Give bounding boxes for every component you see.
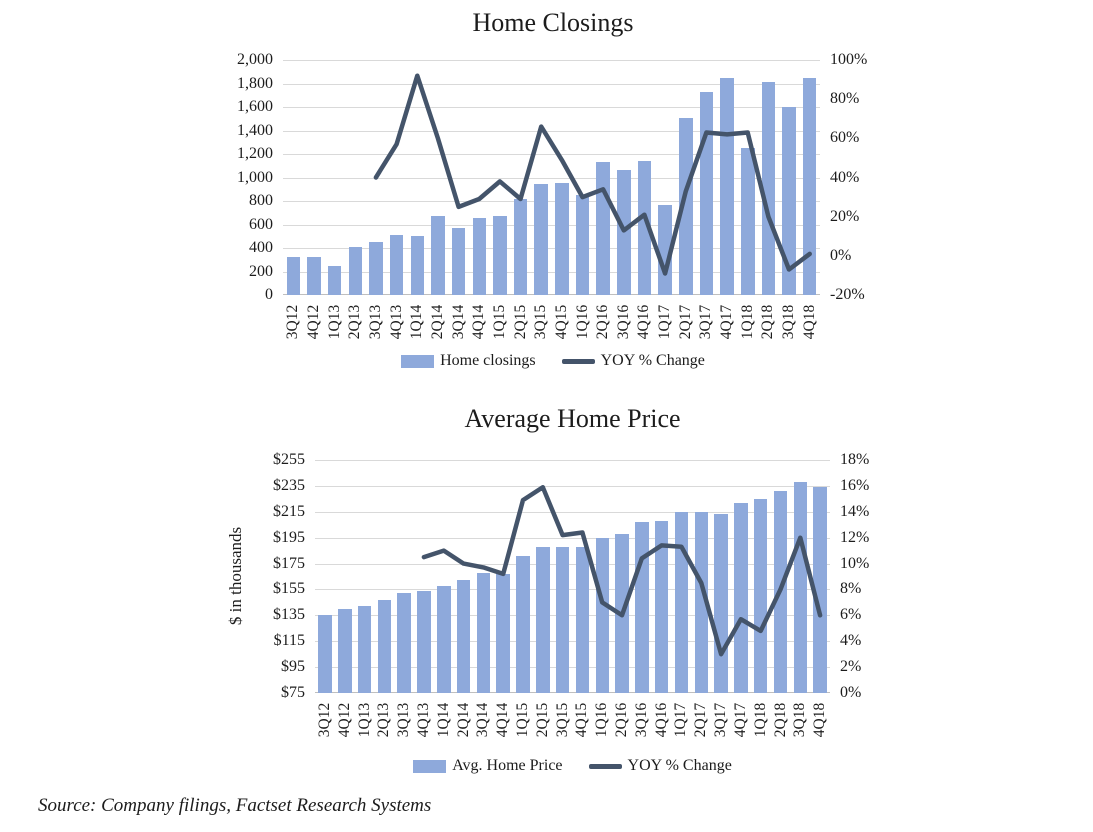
x-axis-tick: 3Q18: [780, 304, 797, 340]
left-axis-tick: 400: [249, 239, 273, 256]
left-axis-tick: $75: [281, 684, 305, 701]
x-axis-tick: 2Q16: [594, 304, 612, 340]
x-axis-tick: 2Q13: [375, 702, 393, 738]
x-axis-tick: 4Q13: [387, 304, 405, 340]
x-axis-tick: 4Q15: [573, 702, 591, 738]
left-axis-tick: 2,000: [237, 51, 273, 68]
x-axis-tick: 3Q17: [697, 304, 715, 340]
right-axis-tick: 60%: [830, 129, 860, 146]
legend-label: Avg. Home Price: [452, 757, 563, 774]
chart-title: Home Closings: [472, 8, 634, 37]
right-axis-tick: 4%: [840, 632, 862, 649]
left-axis-tick: 600: [249, 216, 273, 233]
x-axis-tick: 4Q14: [470, 304, 488, 340]
right-axis-tick: -20%: [830, 286, 865, 303]
x-axis-tick: 1Q18: [751, 702, 769, 738]
x-axis-tick: 1Q13: [325, 304, 343, 340]
x-axis-tick: 3Q16: [614, 304, 632, 340]
x-axis-tick: 1Q17: [672, 702, 690, 738]
x-axis-tick: 4Q18: [811, 702, 829, 738]
x-axis-tick: 4Q12: [335, 702, 353, 738]
legend-item-yoy-change: [589, 757, 732, 775]
right-axis-tick: 0%: [840, 684, 862, 701]
x-axis-tick: 4Q13: [414, 702, 432, 738]
left-axis-tick: 0: [265, 286, 273, 303]
right-axis-tick: 2%: [840, 658, 862, 675]
x-axis-tick: 4Q17: [718, 304, 736, 340]
x-axis-tick: 3Q17: [712, 702, 730, 738]
right-axis-tick: 14%: [840, 503, 870, 520]
x-axis-tick: 4Q15: [552, 304, 570, 340]
left-axis-tick: $155: [273, 580, 305, 597]
x-axis-tick: 2Q13: [346, 304, 364, 340]
x-axis-tick: 3Q16: [632, 702, 650, 738]
x-axis-tick: 3Q13: [395, 702, 413, 738]
chart-title: Average Home Price: [464, 404, 681, 433]
right-axis-tick: 8%: [840, 580, 862, 597]
legend-label: Home closings: [440, 352, 536, 369]
x-axis-tick: 3Q14: [474, 702, 492, 738]
x-axis-tick: 3Q12: [315, 702, 333, 738]
x-axis-tick: 1Q15: [514, 702, 531, 738]
x-axis-tick: 1Q15: [490, 304, 508, 340]
x-axis-tick: 2Q17: [676, 304, 694, 340]
x-axis-tick: 4Q12: [305, 304, 322, 340]
x-axis-tick: 2Q17: [692, 702, 710, 738]
yoy-line: [315, 460, 830, 693]
x-axis-tick: 3Q13: [366, 304, 384, 340]
left-axis-tick: $175: [273, 555, 305, 572]
left-axis-tick: 200: [249, 263, 273, 280]
left-axis-tick: $215: [273, 503, 305, 520]
plot-area: [315, 460, 830, 693]
right-axis-tick: 0%: [830, 247, 852, 264]
x-axis-tick: 4Q16: [652, 702, 670, 738]
x-axis-tick: 2Q16: [613, 702, 630, 738]
legend: [315, 757, 830, 775]
right-axis-tick: 18%: [840, 451, 870, 468]
x-axis-tick: 2Q14: [428, 304, 446, 340]
left-axis-tick: 1,000: [237, 169, 273, 186]
left-axis-tick: 1,600: [237, 98, 273, 115]
x-axis-tick: 4Q18: [800, 304, 818, 340]
x-axis-tick: 3Q15: [553, 702, 571, 738]
left-axis-tick: 800: [249, 192, 273, 209]
left-axis-tick: 1,200: [237, 145, 273, 162]
y-axis-unit-label: $ in thousands: [226, 526, 245, 626]
x-axis-tick: 3Q12: [284, 304, 302, 340]
right-axis-tick: 80%: [830, 90, 860, 107]
right-axis-tick: 12%: [840, 529, 870, 546]
left-axis-tick: $235: [273, 477, 305, 494]
bar-series-swatch: [413, 760, 446, 773]
x-axis-tick: 1Q16: [593, 702, 611, 738]
x-axis-tick: 3Q14: [449, 304, 467, 340]
legend-label: YOY % Change: [627, 757, 732, 774]
x-axis-tick: 1Q14: [408, 304, 426, 340]
left-axis-tick: $115: [273, 632, 305, 649]
x-axis-tick: 1Q18: [738, 304, 756, 340]
x-axis-tick: 3Q18: [791, 702, 809, 738]
x-axis-tick: 2Q15: [533, 702, 551, 738]
left-axis-tick: 1,800: [237, 75, 273, 92]
source-note: Source: Company filings, Factset Research Systems: [38, 795, 432, 816]
x-axis-tick: 1Q16: [573, 304, 591, 340]
right-axis-tick: 10%: [840, 555, 870, 572]
x-axis-tick: 2Q18: [759, 304, 777, 340]
x-axis-tick: 1Q13: [355, 702, 373, 738]
right-axis-tick: 100%: [830, 51, 868, 68]
x-axis-tick: 4Q14: [494, 702, 512, 738]
x-axis-tick: 1Q14: [434, 702, 452, 738]
right-axis-tick: 40%: [830, 169, 860, 186]
x-axis-tick: 3Q15: [532, 304, 550, 340]
right-axis-tick: 6%: [840, 606, 862, 623]
legend-label: YOY % Change: [600, 352, 705, 369]
left-axis-tick: $135: [273, 606, 305, 623]
x-axis-tick: 2Q15: [511, 304, 529, 340]
right-axis-tick: 16%: [840, 477, 870, 494]
x-axis-tick: 4Q16: [635, 304, 653, 340]
x-axis-tick: 4Q17: [731, 702, 749, 738]
left-axis-tick: $195: [273, 529, 305, 546]
left-axis-tick: $95: [281, 658, 305, 675]
right-axis-tick: 20%: [830, 208, 860, 225]
left-axis-tick: $255: [273, 451, 305, 468]
line-series-swatch: [589, 764, 622, 769]
left-axis-tick: 1,400: [237, 122, 273, 139]
x-axis-tick: 1Q17: [656, 304, 674, 340]
x-axis-tick: 2Q18: [771, 702, 789, 738]
legend-item-avg-home-price: [413, 757, 562, 775]
x-axis-tick: 2Q14: [454, 702, 472, 738]
